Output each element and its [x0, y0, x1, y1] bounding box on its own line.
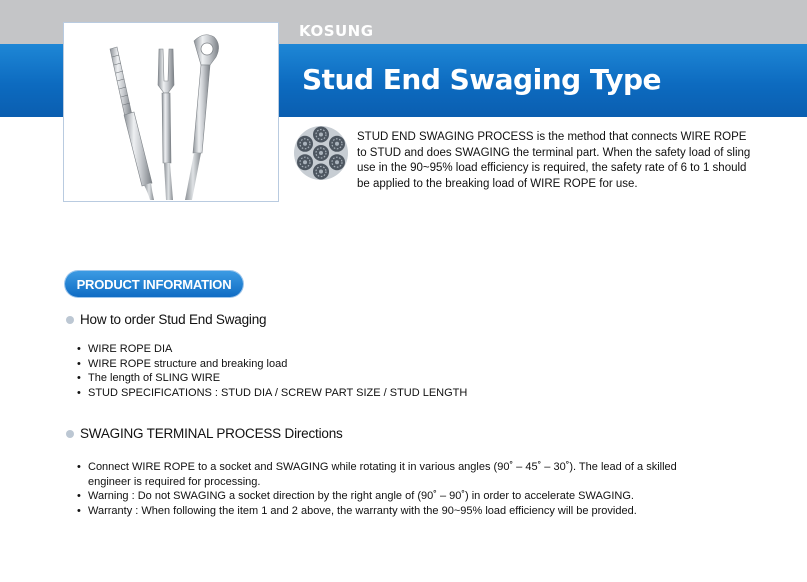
how-to-order-heading: [66, 312, 266, 327]
eye-stud-fitting: [185, 35, 219, 200]
list-item: • The length of SLING WIRE: [77, 371, 577, 386]
page-title: Stud End Swaging Type: [302, 63, 661, 96]
directions-list: [77, 460, 717, 518]
list-item: • WIRE ROPE DIA: [77, 342, 577, 357]
product-photo: [63, 22, 279, 202]
directions-heading: [66, 426, 343, 441]
list-item: • Warranty : When following the item 1 and 2 above, the warranty with the 90~95% load efficiency will be provided.: [77, 504, 717, 519]
section-bullet-icon: [66, 430, 74, 438]
intro-paragraph: STUD END SWAGING PROCESS is the method that connects WIRE ROPE to STUD and does SWAGING the terminal part. When the safety load of sling use in the 90~95% load efficiency is required, the safety rate of 6 to 1 should be applied to the breaking load of WIRE ROPE for use.: [357, 131, 751, 190]
list-item: • Warning : Do not SWAGING a socket direction by the right angle of (90˚ – 90˚) in order to accelerate SWAGING.: [77, 489, 717, 504]
how-to-order-list: [77, 342, 577, 400]
list-item: • STUD SPECIFICATIONS : STUD DIA / SCREW PART SIZE / STUD LENGTH: [77, 386, 577, 401]
list-item: • Connect WIRE ROPE to a socket and SWAGING while rotating it in various angles (90˚ – 45˚ – 30˚). The lead of a skilled engineer is required for processing.: [77, 460, 717, 489]
brand-logo: KOSUNG: [299, 22, 374, 40]
how-to-order-heading-text: How to order Stud End Swaging: [80, 312, 267, 327]
product-information-label: PRODUCT INFORMATION: [65, 271, 243, 297]
list-item: • WIRE ROPE structure and breaking load: [77, 357, 577, 372]
fork-stud-fitting: [158, 49, 174, 200]
directions-heading-text: SWAGING TERMINAL PROCESS Directions: [80, 426, 343, 441]
section-bullet-icon: [66, 316, 74, 324]
threaded-stud-fitting: [110, 47, 154, 200]
wire-rope-cross-section-icon: [292, 124, 350, 182]
